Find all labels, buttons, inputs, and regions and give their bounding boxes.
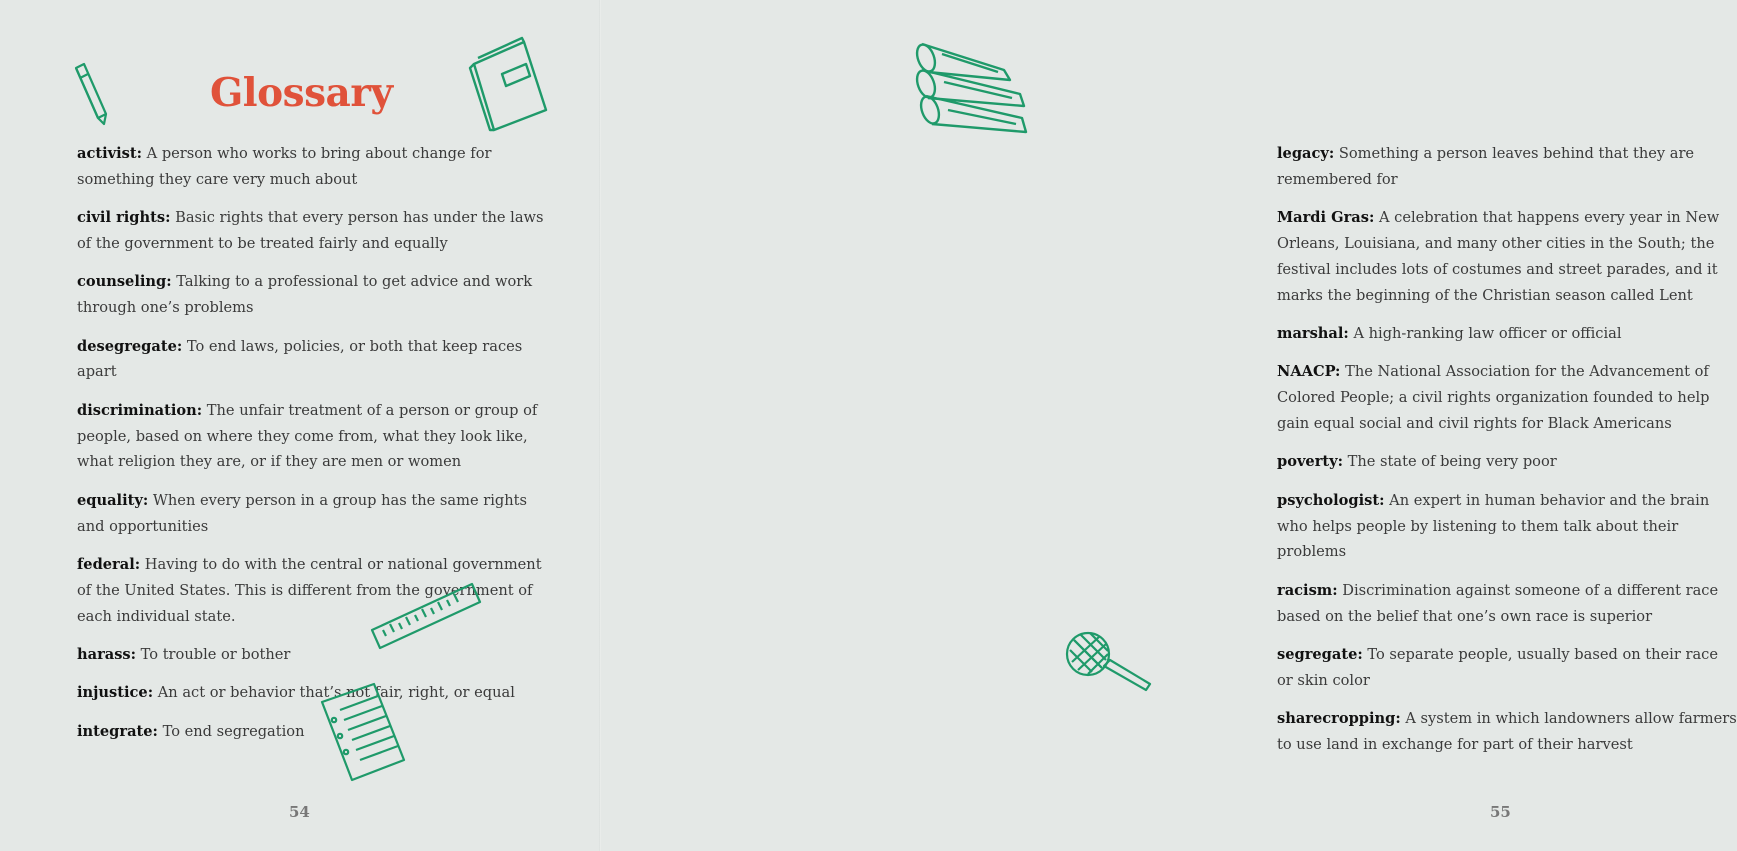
entry-term: Mardi Gras: [1277,209,1375,227]
entry-definition: An act or behavior that’s not fair, right, or equal [153,684,515,702]
entry-definition: To end segregation [157,722,305,740]
right-page [600,0,1737,851]
entry-definition: Something a person leaves behind that they are remembered for [1277,145,1695,188]
entry-term: sharecropping: [1277,710,1401,728]
entry-term: civil rights: [77,209,171,227]
page-number: 54 [289,803,310,821]
entry-term: harass: [77,645,137,663]
entry-term: segregate: [1277,645,1363,663]
glossary-entry [77,334,547,386]
glossary-list-right [1277,141,1737,770]
entry-definition: A person who works to bring about change for something they care very much about [77,145,492,188]
entry-definition: To trouble or bother [136,645,291,663]
glossary-entry [1277,642,1737,694]
entry-definition: Talking to a professional to get advice and work through one’s problems [77,273,533,317]
entry-term: integrate: [77,722,158,740]
glossary-entry [1277,141,1737,193]
entry-term: marshal: [1277,324,1349,342]
entry-term: psychologist: [1277,491,1385,509]
entry-definition: The National Association for the Advancement of Colored People; a civil rights organization founded to help gain equal social and civil rights for Black Americans [1277,363,1710,432]
entry-term: activist: [77,145,142,162]
entry-term: desegregate: [77,337,183,355]
glossary-entry [77,680,547,706]
book-icon [466,36,552,132]
glossary-entry [1277,359,1737,436]
glossary-entry [77,141,547,193]
entry-definition: Discrimination against someone of a different race based on the belief that one’s own race is superior [1277,581,1719,625]
entry-term: federal: [77,555,141,573]
entry-definition: A system in which landowners allow farmers to use land in exchange for part of their harvest [1277,710,1737,753]
entry-definition: To end laws, policies, or both that keep races apart [77,337,523,381]
entry-term: discrimination: [77,401,203,419]
notepad-icon [318,680,410,784]
glossary-entry [1277,488,1737,565]
page-title: Glossary [210,70,393,116]
entry-term: legacy: [1277,145,1335,162]
entry-definition: When every person in a group has the same rights and opportunities [77,491,527,535]
entry-definition: A high-ranking law officer or official [1348,324,1622,342]
glossary-entry [77,205,547,257]
entry-term: poverty: [1277,453,1343,471]
entry-term: counseling: [77,273,172,291]
entry-term: NAACP: [1277,363,1341,381]
entry-definition: A celebration that happens every year in New Orleans, Louisiana, and many other cities in the South; the festival includes lots of costumes and street parades, and it marks the beginning of the Christian season called Lent [1277,209,1720,304]
glossary-entry [77,269,547,321]
ruler-icon [368,580,484,654]
entry-definition: The unfair treatment of a person or group of people, based on where they come from, what they look like, what religion they are, or if they are men or women [77,401,538,471]
page-number: 55 [1490,803,1511,821]
glossary-entry [1277,449,1737,475]
entry-definition: An expert in human behavior and the brain who helps people by listening to them talk about their problems [1277,491,1710,561]
glossary-entry [1277,578,1737,630]
glossary-entry [1277,321,1737,347]
book-stack-icon [912,40,1038,136]
glossary-list-left [77,141,547,757]
glossary-entry [77,719,547,745]
entry-definition: To separate people, usually based on their race or skin color [1277,645,1718,689]
entry-term: equality: [77,491,149,509]
pencil-icon [70,62,112,128]
entry-definition: The state of being very poor [1343,453,1557,471]
glossary-entry [77,488,547,540]
entry-definition: Basic rights that every person has under the laws of the government to be treated fairly and equally [77,209,544,252]
glossary-entry [1277,706,1737,758]
entry-term: racism: [1277,581,1338,599]
left-page [0,0,600,851]
glossary-entry [1277,205,1737,308]
entry-term: injustice: [77,684,154,702]
entry-definition: Having to do with the central or national government of the United States. This is different from the government of each individual state. [77,555,542,625]
microphone-icon [1064,626,1154,692]
glossary-entry [77,398,547,475]
